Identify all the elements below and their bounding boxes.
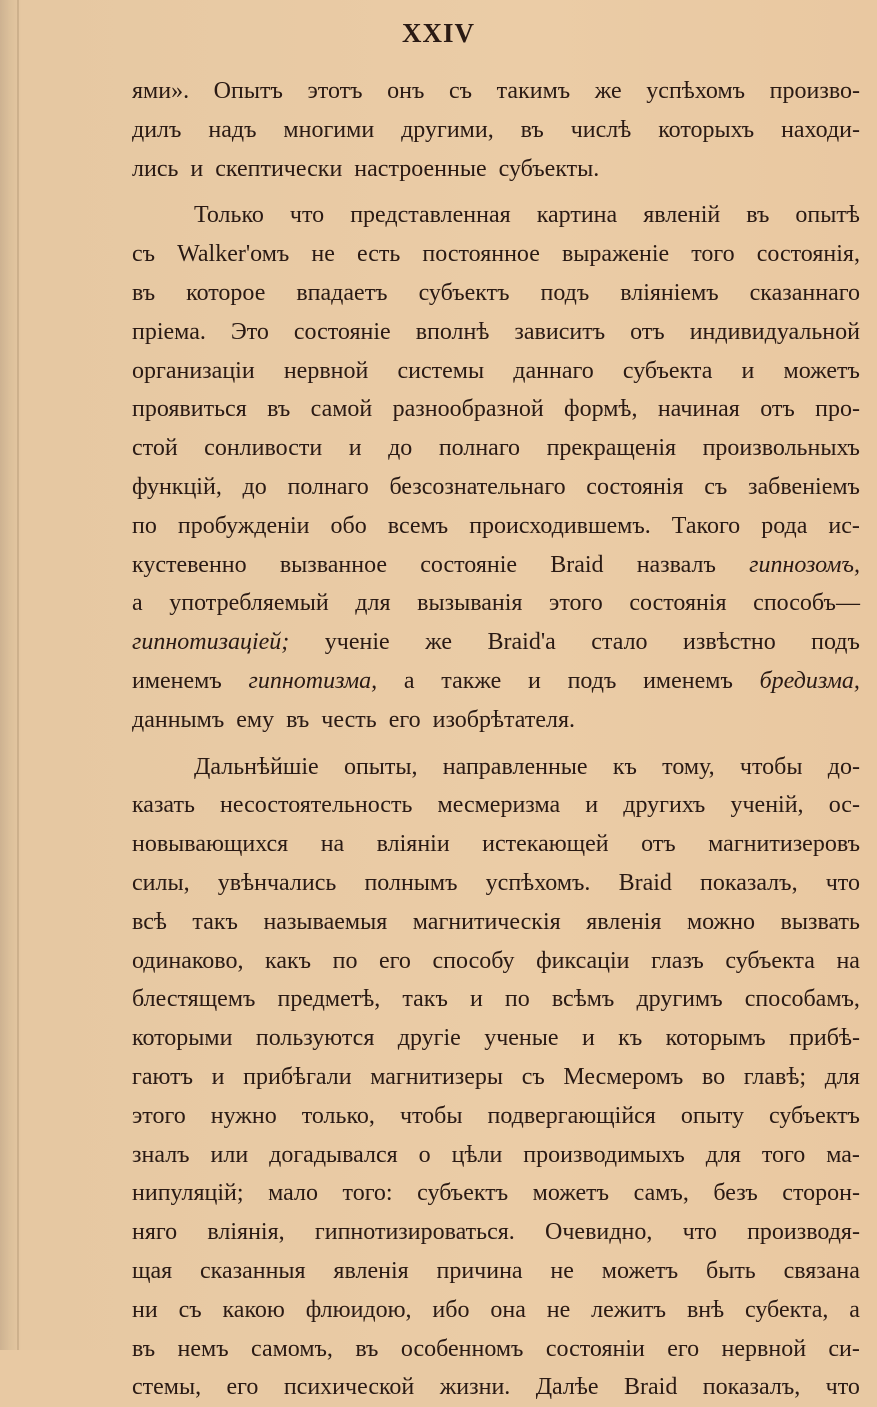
word: до	[242, 473, 267, 500]
word: обо	[330, 512, 367, 539]
word: другихъ	[623, 792, 706, 819]
italic-word: бредизма,	[759, 667, 860, 694]
italic-word: гипнотизма,	[248, 667, 378, 694]
word: другіе	[397, 1025, 461, 1052]
word: си-	[828, 1335, 860, 1362]
text-line	[132, 313, 860, 352]
word: къ	[618, 1025, 643, 1052]
word: которыми	[132, 1025, 233, 1052]
word: этого	[132, 1102, 186, 1129]
word: даннаго	[513, 357, 594, 384]
word: ни	[132, 1296, 158, 1323]
word: что	[289, 202, 325, 229]
word: флюидою,	[305, 1296, 412, 1323]
word: гаютъ	[132, 1063, 194, 1090]
text-line	[132, 1330, 860, 1369]
word: только,	[301, 1102, 375, 1129]
word: функцій,	[132, 473, 222, 500]
word: истекающей	[482, 831, 609, 858]
word: подъ	[540, 279, 590, 306]
word: пользуются	[255, 1025, 375, 1052]
word: новывающихся	[132, 831, 289, 858]
word: пріема.	[132, 318, 206, 345]
word: производимыхъ	[523, 1141, 685, 1168]
text-line	[132, 825, 860, 864]
word: мало	[268, 1180, 318, 1207]
word: тому,	[662, 753, 715, 780]
text-line	[132, 1097, 860, 1136]
word: нужно	[210, 1102, 277, 1129]
word: называемыя	[263, 908, 388, 935]
word: опыту	[680, 1102, 745, 1129]
text-line	[132, 980, 860, 1019]
word: индивидуальной	[689, 318, 860, 345]
word: того	[691, 241, 735, 268]
word: быть	[705, 1257, 756, 1284]
word: такъ	[192, 908, 238, 935]
text-line	[132, 150, 860, 189]
word: прекращенія	[546, 435, 677, 462]
word: нервной	[283, 357, 369, 384]
word: всѣ	[132, 908, 167, 935]
word: нипуляцій;	[132, 1180, 244, 1207]
word: стало	[591, 629, 648, 656]
word: прибѣ-	[789, 1025, 860, 1052]
body-text	[132, 72, 860, 1407]
word: успѣхомъ	[646, 78, 746, 104]
word: его	[379, 947, 411, 974]
word: есть	[356, 241, 401, 268]
word: субъектъ	[417, 1180, 509, 1207]
word: подъ	[567, 667, 617, 694]
word: про-	[815, 396, 860, 423]
text-line	[132, 584, 860, 623]
word: въ	[132, 279, 156, 306]
word: можетъ	[601, 1257, 679, 1284]
word: на	[320, 831, 345, 858]
word: немъ	[177, 1335, 229, 1362]
word: честь	[321, 706, 377, 733]
word: одинаково,	[132, 947, 244, 974]
word: съ	[132, 241, 156, 268]
text-line	[132, 352, 860, 391]
word: субъектъ	[769, 1102, 860, 1129]
word: несостоятельность	[220, 792, 413, 819]
text-line	[132, 1136, 860, 1175]
word: кустевенно	[132, 551, 247, 578]
word: постоянное	[422, 241, 540, 268]
text-line	[132, 507, 860, 546]
word: Braid'а	[487, 629, 556, 656]
word: что	[682, 1219, 717, 1246]
word: вполнѣ	[415, 318, 490, 345]
word: и	[581, 1025, 595, 1052]
word: увѣнчались	[217, 869, 337, 896]
word: проявиться	[132, 396, 247, 423]
word: для	[705, 1141, 741, 1168]
word: и	[211, 1063, 225, 1090]
word: магнитическія	[412, 908, 561, 935]
text-line	[132, 274, 860, 313]
word: явленія	[333, 1257, 409, 1284]
word: разнообразной	[392, 396, 544, 423]
word: что	[825, 1374, 860, 1401]
text-line	[132, 111, 860, 150]
word: лежитъ	[591, 1296, 667, 1323]
word: происходившемъ.	[469, 512, 651, 539]
word: Только	[194, 202, 264, 229]
word: начиная	[657, 396, 740, 423]
word: даннымъ	[132, 706, 225, 733]
word: Дальнѣйшіе	[194, 753, 319, 780]
word: гипнотизироваться.	[314, 1219, 515, 1246]
word: магнитизеровъ	[708, 831, 860, 858]
word: Это	[230, 318, 269, 345]
word: вызвать	[780, 908, 860, 935]
word: же	[594, 78, 622, 104]
word: главѣ;	[743, 1063, 807, 1090]
word: силы,	[132, 869, 190, 896]
text-line	[132, 786, 860, 825]
word: въ	[286, 706, 310, 733]
italic-word: гипнотизаціей;	[132, 629, 290, 656]
word: производя-	[747, 1219, 860, 1246]
word: не	[546, 1296, 571, 1323]
word: опытѣ	[795, 202, 860, 229]
word: казать	[132, 792, 195, 819]
word: и	[528, 667, 541, 694]
page-number-header: XXIV	[401, 18, 475, 48]
word: зависитъ	[514, 318, 606, 345]
word: можетъ	[783, 357, 860, 384]
text-line	[132, 546, 860, 585]
text-line	[132, 429, 860, 468]
word: Braid	[550, 551, 604, 578]
word: причина	[436, 1257, 523, 1284]
word: ма-	[826, 1141, 860, 1168]
word: всѣмъ	[551, 986, 615, 1013]
word: и	[190, 155, 204, 182]
word: особенномъ	[400, 1335, 524, 1362]
word: того	[761, 1141, 806, 1168]
text-line	[132, 1252, 860, 1291]
text-line	[132, 864, 860, 903]
word: связана	[783, 1257, 860, 1284]
word: организаціи	[132, 357, 255, 384]
word: предметѣ,	[277, 986, 381, 1013]
word: употребляемый	[169, 590, 329, 617]
word: его	[667, 1335, 700, 1362]
word: чтобы	[739, 753, 803, 780]
word: Такого	[671, 512, 741, 539]
word: способамъ,	[744, 986, 860, 1013]
word: системы	[397, 357, 485, 384]
word: Braid	[618, 869, 672, 896]
text-line	[132, 1291, 860, 1330]
word: по	[332, 947, 358, 974]
word: а	[403, 667, 415, 694]
word: дилъ	[132, 116, 182, 143]
word: впадаетъ	[296, 279, 388, 306]
word: самомъ,	[251, 1335, 333, 1362]
word: въ	[520, 116, 544, 143]
word: а	[132, 590, 143, 617]
word: по	[132, 512, 157, 539]
word: лись	[132, 155, 179, 182]
word: отъ	[760, 396, 795, 423]
word: успѣхомъ.	[485, 869, 591, 896]
word: блестящемъ	[132, 986, 256, 1013]
word: и	[348, 435, 362, 462]
text-line	[132, 468, 860, 507]
word: а	[849, 1296, 860, 1323]
word: ис-	[828, 512, 860, 539]
word: жизни.	[439, 1374, 511, 1401]
word: психической	[283, 1374, 415, 1401]
word: состояніе	[420, 551, 518, 578]
word: о	[418, 1141, 431, 1168]
word: ему	[236, 706, 275, 733]
word: представленная	[350, 202, 511, 229]
word: безъ	[713, 1180, 758, 1207]
word: глазъ	[651, 947, 704, 974]
word: Далѣе	[535, 1374, 599, 1401]
word: субъекта	[622, 357, 713, 384]
word: зналъ	[132, 1141, 190, 1168]
word: во	[701, 1063, 726, 1090]
text-line	[132, 1213, 860, 1252]
word: подвергающійся	[487, 1102, 656, 1129]
word: что	[825, 869, 860, 896]
word: опыты,	[343, 753, 418, 780]
word: стой	[132, 435, 178, 462]
word: и	[585, 792, 599, 819]
text-line	[132, 1019, 860, 1058]
word: полнымъ	[364, 869, 458, 896]
word: состоянія	[629, 590, 727, 617]
text-line	[132, 390, 860, 429]
word: произвольныхъ	[702, 435, 860, 462]
word: формѣ,	[564, 396, 638, 423]
word: ученые	[484, 1025, 559, 1052]
word: другими,	[401, 116, 494, 143]
text-line	[132, 942, 860, 981]
word: всемъ	[387, 512, 449, 539]
word: способу	[432, 947, 515, 974]
word: которымъ	[665, 1025, 766, 1052]
word: назвалъ	[636, 551, 716, 578]
word: скептически	[215, 155, 343, 182]
word: чтобы	[399, 1102, 463, 1129]
word: прибѣгали	[243, 1063, 352, 1090]
binding-gutter	[17, 0, 19, 1350]
word: до-	[827, 753, 860, 780]
word: ученіе	[324, 629, 390, 656]
word: многими	[283, 116, 375, 143]
word: такъ	[402, 986, 448, 1013]
word: субъекты.	[498, 155, 600, 182]
word: можетъ	[532, 1180, 610, 1207]
word: которыхъ	[658, 116, 755, 143]
word: ями».	[132, 78, 190, 104]
word: сказанныя	[200, 1257, 306, 1284]
word: произво-	[769, 78, 860, 104]
word: Walker'омъ	[177, 241, 290, 268]
word: показалъ,	[700, 869, 798, 896]
text-line	[132, 72, 860, 111]
word: безсознательнаго	[389, 473, 566, 500]
word: этотъ	[307, 78, 363, 104]
word: также	[441, 667, 502, 694]
text-line	[132, 235, 860, 274]
text-line	[132, 1174, 860, 1213]
text-line	[132, 1368, 860, 1407]
word: его	[226, 1374, 259, 1401]
word: же	[425, 629, 453, 656]
word: рода	[761, 512, 808, 539]
text-line	[132, 1058, 860, 1097]
word: состояніи	[545, 1335, 645, 1362]
word: къ	[612, 753, 637, 780]
word: съ	[448, 78, 473, 104]
word: Braid	[624, 1374, 678, 1401]
word: Опытъ	[213, 78, 283, 104]
word: не	[311, 241, 335, 268]
word: вызванное	[279, 551, 388, 578]
text-line	[132, 748, 860, 787]
word: Очевидно,	[545, 1219, 653, 1246]
word: числѣ	[570, 116, 632, 143]
word: именемъ	[643, 667, 733, 694]
word: для	[824, 1063, 860, 1090]
word: состоянія,	[756, 241, 860, 268]
word: субъекта	[725, 947, 815, 974]
word: для	[355, 590, 391, 617]
word: способъ—	[753, 590, 860, 617]
word: вліяніи	[376, 831, 450, 858]
word: показалъ,	[702, 1374, 801, 1401]
text-line	[132, 623, 860, 662]
word: состояніе	[293, 318, 391, 345]
word: того:	[342, 1180, 393, 1207]
word: можно	[686, 908, 755, 935]
word: отъ	[641, 831, 676, 858]
word: какою	[222, 1296, 285, 1323]
word: полнаго	[287, 473, 369, 500]
word: именемъ	[132, 667, 222, 694]
word: другимъ	[636, 986, 723, 1013]
word: въ	[355, 1335, 379, 1362]
word: фиксаціи	[536, 947, 630, 974]
word: картина	[536, 202, 618, 229]
word: направленные	[442, 753, 588, 780]
word: отъ	[630, 318, 665, 345]
word: этого	[549, 590, 603, 617]
word: пробужденіи	[177, 512, 310, 539]
word: Месмеромъ	[563, 1063, 684, 1090]
word: няго	[132, 1219, 178, 1246]
word: настроенные	[354, 155, 487, 182]
text-line	[132, 662, 860, 701]
word: онъ	[387, 78, 425, 104]
word: по	[504, 986, 530, 1013]
text-line	[132, 701, 860, 740]
word: субъектъ	[418, 279, 510, 306]
word: или	[210, 1141, 249, 1168]
word: месмеризма	[437, 792, 561, 819]
word: въ	[746, 202, 770, 229]
text-line	[132, 196, 860, 235]
word: сказаннаго	[749, 279, 860, 306]
word: выраженіе	[561, 241, 670, 268]
word: вліяніемъ	[620, 279, 719, 306]
word: нервной	[721, 1335, 807, 1362]
word: сонливости	[204, 435, 323, 462]
italic-word: гипнозомъ,	[749, 551, 860, 578]
word: забвеніемъ	[748, 473, 860, 500]
word: на	[836, 947, 860, 974]
word: состоянія	[586, 473, 684, 500]
word: надъ	[208, 116, 257, 143]
word: самой	[310, 396, 373, 423]
word: и	[469, 986, 483, 1013]
word: ибо	[432, 1296, 470, 1323]
word: явленій	[643, 202, 721, 229]
word: и	[741, 357, 755, 384]
word: она	[490, 1296, 526, 1323]
word: вызыванія	[417, 590, 523, 617]
word: щая	[132, 1257, 173, 1284]
word: такимъ	[496, 78, 571, 104]
word: ученій,	[730, 792, 804, 819]
word: полнаго	[438, 435, 521, 462]
word: подъ	[811, 629, 860, 656]
word: цѣли	[451, 1141, 503, 1168]
word: до	[388, 435, 413, 462]
word: не	[550, 1257, 574, 1284]
word: извѣстно	[683, 629, 776, 656]
word: съ	[521, 1063, 545, 1090]
word: вліянія,	[207, 1219, 285, 1246]
word: субекта,	[745, 1296, 829, 1323]
word: догадывался	[269, 1141, 398, 1168]
word: въ	[132, 1335, 156, 1362]
word: самъ,	[633, 1180, 689, 1207]
word: ос-	[828, 792, 860, 819]
word: явленія	[586, 908, 662, 935]
word: сторон-	[782, 1180, 860, 1207]
word: какъ	[265, 947, 312, 974]
word: внѣ	[686, 1296, 725, 1323]
word: въ	[267, 396, 291, 423]
word: находи-	[781, 116, 860, 143]
word: которое	[186, 279, 266, 306]
word: съ	[178, 1296, 202, 1323]
word: съ	[704, 473, 728, 500]
word: стемы,	[132, 1374, 202, 1401]
text-line	[132, 903, 860, 942]
word: изобрѣтателя.	[432, 706, 575, 733]
word: его	[388, 706, 421, 733]
word: магнитизеры	[370, 1063, 504, 1090]
